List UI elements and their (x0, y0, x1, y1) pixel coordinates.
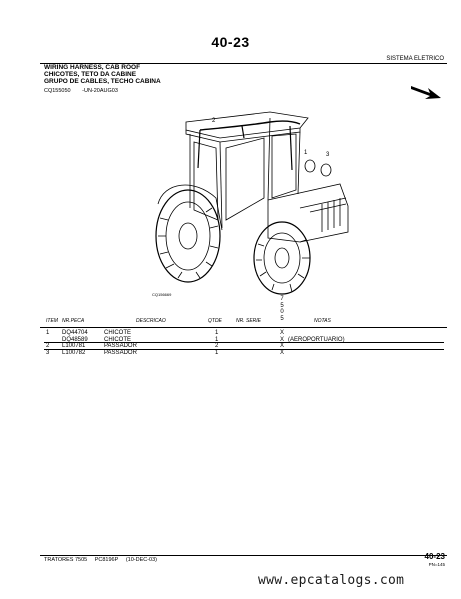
row-model-mark: X (280, 330, 285, 336)
reference-line (44, 88, 118, 94)
row-model-mark: X (280, 336, 285, 343)
title-line-spanish: GRUPO DE CABLES, TECHO CABINA (44, 78, 161, 85)
title-line-english: WIRING HARNESS, CAB ROOF (44, 64, 141, 71)
column-part-number: NR.PECA (62, 318, 85, 324)
row-description: PASSADOR (104, 349, 137, 356)
row-model-mark: X (280, 343, 285, 349)
parts-table-header (44, 315, 444, 326)
row-quantity: 1 (215, 349, 219, 356)
model-digit: 7 (280, 296, 284, 302)
tractor-cab-roof-harness-illustration (150, 108, 350, 298)
footer-info (44, 557, 163, 563)
model-digit: 5 (280, 302, 284, 309)
row-part-number: DQ44704 (62, 330, 88, 336)
reference-code: CQ155050 (44, 88, 71, 94)
table-header-rule (40, 327, 447, 328)
callout-3: 3 (326, 152, 330, 158)
parts-table (44, 330, 444, 356)
column-description: DESCRICAO (136, 318, 166, 324)
row-model-mark: X (280, 349, 285, 356)
footer-date: (10-DEC-03) (125, 557, 157, 563)
row-description: PASSADOR (104, 343, 137, 349)
footer-page-code: PN=145 (428, 562, 445, 567)
footer-rule (40, 555, 447, 556)
row-item: 3 (46, 349, 50, 356)
reference-date: -UN-20AUG03 (82, 88, 118, 94)
row-quantity: 2 (215, 343, 219, 349)
row-description: CHICOTE (104, 336, 131, 343)
row-notes: (AEROPORTUARIO) (288, 336, 345, 343)
callout-2: 2 (212, 118, 216, 124)
column-item: ITEM (46, 318, 58, 324)
column-notes: NOTAS (314, 318, 331, 324)
table-row (44, 350, 444, 357)
row-quantity: 1 (215, 330, 219, 336)
column-quantity: QTDE (208, 318, 222, 324)
model-digit: 5 (280, 315, 284, 322)
illustration-code: CQ156669 (152, 292, 172, 297)
section-label: SISTEMA ELETRICO (386, 56, 444, 62)
row-description: CHICOTE (104, 330, 131, 336)
row-item: 2 (46, 343, 50, 349)
callout-1: 1 (304, 150, 308, 156)
model-digit: 0 (280, 309, 284, 315)
row-part-number: L100781 (62, 343, 86, 349)
row-item: 1 (46, 330, 50, 336)
row-quantity: 1 (215, 336, 219, 343)
title-line-portuguese: CHICOTES, TETO DA CABINE (44, 71, 137, 78)
view-direction-arrow-icon (410, 84, 442, 102)
column-serial-number: NR. SERIE (236, 318, 262, 324)
row-part-number: DQ48589 (62, 336, 88, 343)
row-part-number: L100782 (62, 349, 86, 356)
footer-page-number: 40-23 (424, 552, 445, 561)
watermark-link[interactable]: www.epcatalogs.com (258, 573, 405, 588)
title-block (44, 64, 161, 85)
footer-model: TRATORES 7505 (44, 557, 88, 563)
footer-catalog: PC8196P (94, 557, 119, 563)
page-number: 40-23 (211, 34, 250, 50)
